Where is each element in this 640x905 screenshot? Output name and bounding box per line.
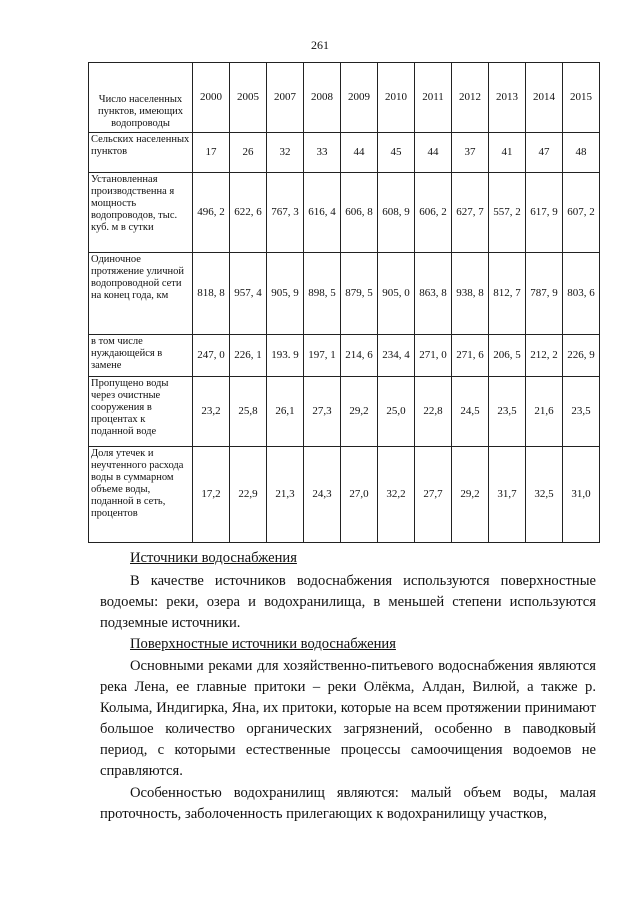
table-cell: 22,9 bbox=[230, 447, 267, 543]
table-cell: 25,8 bbox=[230, 377, 267, 447]
table-row bbox=[89, 377, 600, 447]
table-cell: 812, 7 bbox=[489, 253, 526, 335]
table-cell: 627, 7 bbox=[452, 173, 489, 253]
table-cell: 32,5 bbox=[526, 447, 563, 543]
table-cell: 32 bbox=[267, 133, 304, 173]
table-row bbox=[89, 253, 600, 335]
table-row bbox=[89, 335, 600, 377]
table-header-label: Число населенных пунктов, имеющих водопроводы bbox=[89, 63, 193, 133]
row-label: Доля утечек и неучтенного расхода воды в суммарном объеме воды, поданной в сеть, процентов bbox=[89, 447, 193, 543]
page-number: 261 bbox=[311, 38, 329, 52]
table-cell: 271, 6 bbox=[452, 335, 489, 377]
table-cell: 47 bbox=[526, 133, 563, 173]
table-header-row bbox=[89, 63, 600, 133]
table-cell: 37 bbox=[452, 133, 489, 173]
table-cell: 31,0 bbox=[563, 447, 600, 543]
water-supply-table bbox=[88, 62, 600, 543]
table-cell: 27,7 bbox=[415, 447, 452, 543]
table-cell: 22,8 bbox=[415, 377, 452, 447]
year-header: 2011 bbox=[415, 63, 452, 133]
year-header: 2008 bbox=[304, 63, 341, 133]
table-cell: 787, 9 bbox=[526, 253, 563, 335]
year-header: 2000 bbox=[193, 63, 230, 133]
table-cell: 27,0 bbox=[341, 447, 378, 543]
table-cell: 197, 1 bbox=[304, 335, 341, 377]
table-cell: 26,1 bbox=[267, 377, 304, 447]
year-header: 2009 bbox=[341, 63, 378, 133]
table-cell: 557, 2 bbox=[489, 173, 526, 253]
table-cell: 606, 2 bbox=[415, 173, 452, 253]
table-cell: 29,2 bbox=[452, 447, 489, 543]
table-cell: 767, 3 bbox=[267, 173, 304, 253]
table-cell: 607, 2 bbox=[563, 173, 600, 253]
table-cell: 879, 5 bbox=[341, 253, 378, 335]
table-cell: 863, 8 bbox=[415, 253, 452, 335]
table-cell: 21,3 bbox=[267, 447, 304, 543]
table-cell: 247, 0 bbox=[193, 335, 230, 377]
table-cell: 818, 8 bbox=[193, 253, 230, 335]
table-row bbox=[89, 133, 600, 173]
table-cell: 45 bbox=[378, 133, 415, 173]
table-cell: 26 bbox=[230, 133, 267, 173]
table-cell: 44 bbox=[341, 133, 378, 173]
table-cell: 622, 6 bbox=[230, 173, 267, 253]
paragraph-reservoirs: Особенностью водохранилищ являются: малый объем воды, малая проточность, заболоченность прилегающих к водохранилищу участков, bbox=[100, 785, 596, 822]
table-cell: 23,2 bbox=[193, 377, 230, 447]
table-row bbox=[89, 173, 600, 253]
table-cell: 31,7 bbox=[489, 447, 526, 543]
table-cell: 44 bbox=[415, 133, 452, 173]
table-cell: 214, 6 bbox=[341, 335, 378, 377]
table-cell: 226, 1 bbox=[230, 335, 267, 377]
table-cell: 212, 2 bbox=[526, 335, 563, 377]
table-cell: 616, 4 bbox=[304, 173, 341, 253]
section-heading-water-sources: Источники водоснабжения bbox=[130, 550, 297, 566]
table-cell: 27,3 bbox=[304, 377, 341, 447]
row-label: в том числе нуждающейся в замене bbox=[89, 335, 193, 377]
year-header: 2012 bbox=[452, 63, 489, 133]
table-cell: 23,5 bbox=[563, 377, 600, 447]
table-cell: 32,2 bbox=[378, 447, 415, 543]
year-header: 2015 bbox=[563, 63, 600, 133]
table-cell: 29,2 bbox=[341, 377, 378, 447]
year-header: 2010 bbox=[378, 63, 415, 133]
water-supply-table-container bbox=[88, 62, 600, 543]
year-header: 2014 bbox=[526, 63, 563, 133]
table-cell: 905, 9 bbox=[267, 253, 304, 335]
table-row bbox=[89, 447, 600, 543]
year-header: 2005 bbox=[230, 63, 267, 133]
table-cell: 17,2 bbox=[193, 447, 230, 543]
table-cell: 21,6 bbox=[526, 377, 563, 447]
table-cell: 496, 2 bbox=[193, 173, 230, 253]
table-cell: 48 bbox=[563, 133, 600, 173]
table-cell: 271, 0 bbox=[415, 335, 452, 377]
table-cell: 803, 6 bbox=[563, 253, 600, 335]
table-cell: 41 bbox=[489, 133, 526, 173]
table-cell: 234, 4 bbox=[378, 335, 415, 377]
section-heading-surface-sources: Поверхностные источники водоснабжения bbox=[130, 636, 396, 652]
table-cell: 206, 5 bbox=[489, 335, 526, 377]
row-label: Установленная производственна я мощность водопроводов, тыс. куб. м в сутки bbox=[89, 173, 193, 253]
table-cell: 23,5 bbox=[489, 377, 526, 447]
table-cell: 24,5 bbox=[452, 377, 489, 447]
table-cell: 938, 8 bbox=[452, 253, 489, 335]
row-label: Пропущено воды через очистные сооружения в процентах к поданной воде bbox=[89, 377, 193, 447]
table-cell: 24,3 bbox=[304, 447, 341, 543]
table-cell: 957, 4 bbox=[230, 253, 267, 335]
table-cell: 33 bbox=[304, 133, 341, 173]
table-cell: 25,0 bbox=[378, 377, 415, 447]
year-header: 2013 bbox=[489, 63, 526, 133]
table-cell: 17 bbox=[193, 133, 230, 173]
table-cell: 617, 9 bbox=[526, 173, 563, 253]
table-cell: 608, 9 bbox=[378, 173, 415, 253]
year-header: 2007 bbox=[267, 63, 304, 133]
table-cell: 606, 8 bbox=[341, 173, 378, 253]
table-cell: 898, 5 bbox=[304, 253, 341, 335]
table-cell: 193. 9 bbox=[267, 335, 304, 377]
paragraph-water-sources: В качестве источников водоснабжения используются поверхностные водоемы: реки, озера и водохранилища, в меньшей степени используются подземные источники. bbox=[100, 573, 596, 631]
table-cell: 905, 0 bbox=[378, 253, 415, 335]
table-cell: 226, 9 bbox=[563, 335, 600, 377]
row-label: Одиночное протяжение уличной водопроводной сети на конец года, км bbox=[89, 253, 193, 335]
paragraph-rivers: Основными реками для хозяйственно-питьевого водоснабжения являются река Лена, ее главные притоки – реки Олёкма, Алдан, Вилюй, а также р. Колыма, Индигирка, Яна, их притоки, которые на всем протяжении принимают большое количество органических загрязнений, особенно в паводковый период, с которыми естественные процессы самоочищения водоемов не справляются. bbox=[100, 658, 596, 779]
row-label: Сельских населенных пунктов bbox=[89, 133, 193, 173]
